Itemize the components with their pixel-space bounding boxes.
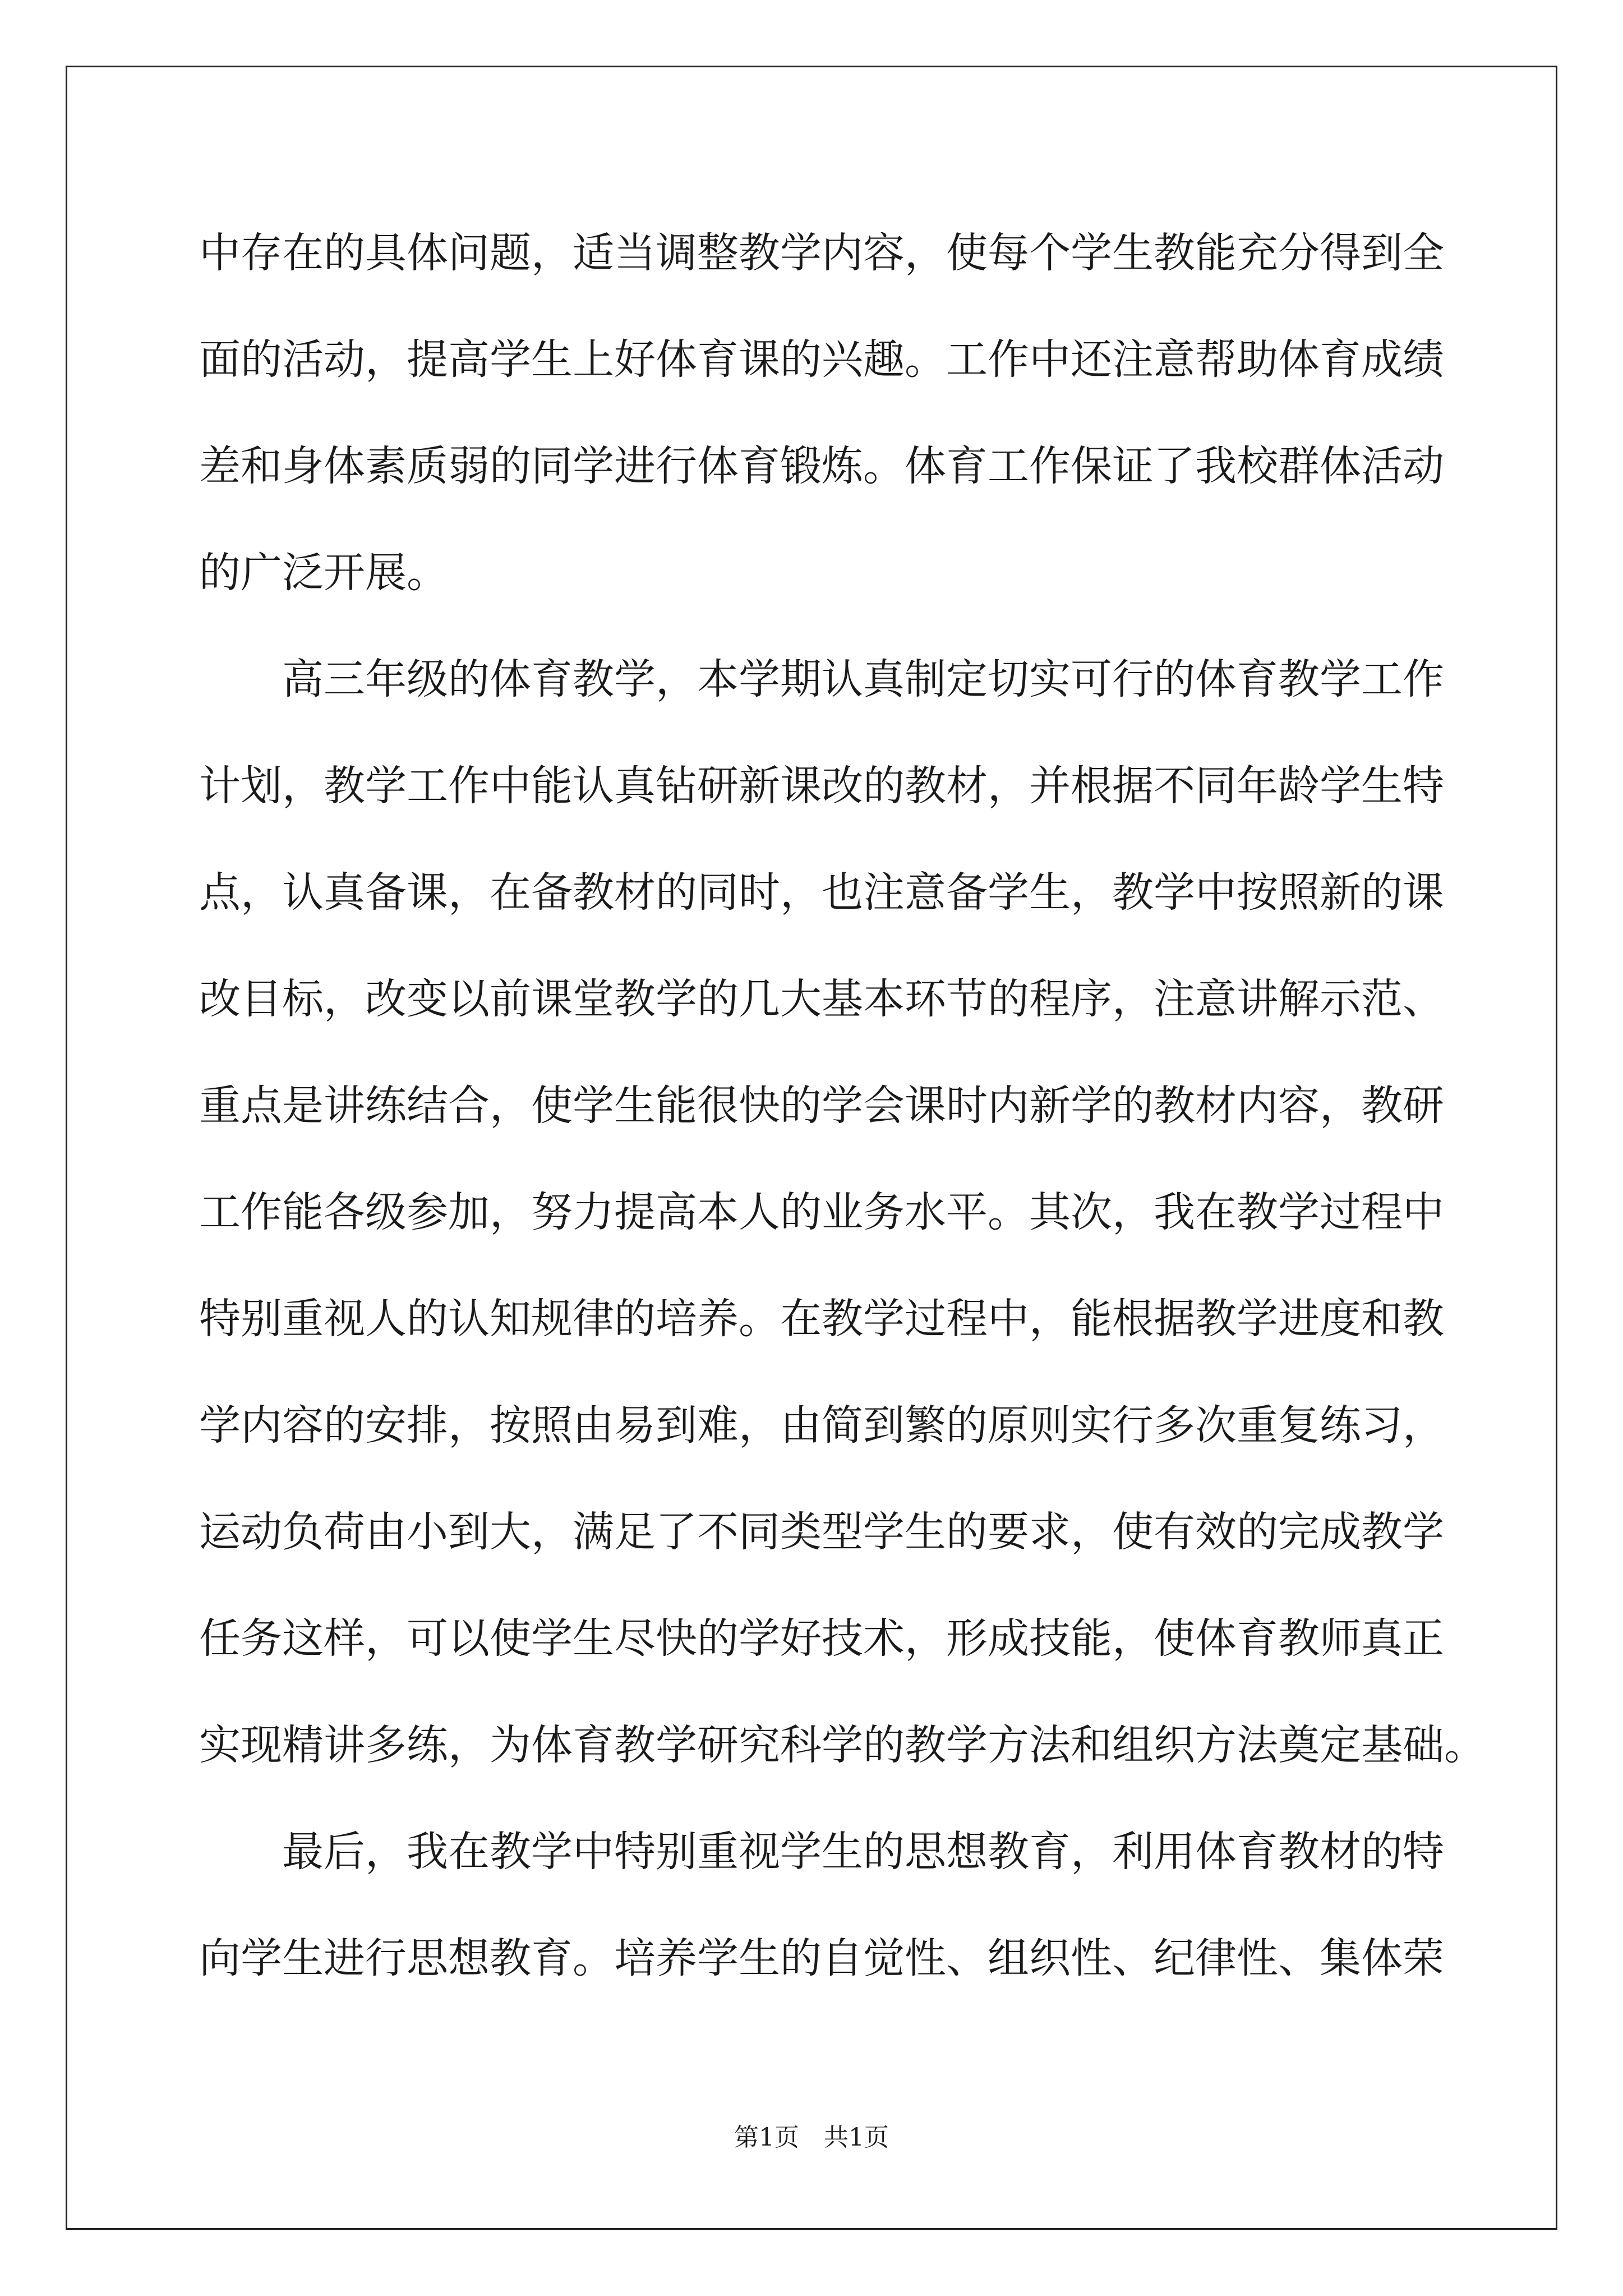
paragraph-line: 面的活动，提高学生上好体育课的兴趣。工作中还注意帮助体育成绩 xyxy=(199,335,1444,384)
paragraph-line: 重点是讲练结合，使学生能很快的学会课时内新学的教材内容，教研 xyxy=(199,1082,1444,1130)
paragraph-line: 中存在的具体问题，适当调整教学内容，使每个学生教能充分得到全 xyxy=(199,229,1444,277)
page-number-footer: 第1页 共1页 xyxy=(734,2123,889,2152)
paragraph-line: 任务这样，可以使学生尽快的学好技术，形成技能，使体育教师真正 xyxy=(199,1614,1444,1663)
document-body xyxy=(199,200,1486,2012)
paragraph-line: 改目标，改变以前课堂教学的几大基本环节的程序，注意讲解示范、 xyxy=(199,975,1444,1023)
paragraph-line: 高三年级的体育教学，本学期认真制定切实可行的体育教学工作 xyxy=(282,655,1444,703)
paragraph-line: 的广泛开展。 xyxy=(199,549,448,597)
paragraph-line: 向学生进行思想教育。培养学生的自觉性、组织性、纪律性、集体荣 xyxy=(199,1934,1444,1982)
paragraph-line: 特别重视人的认知规律的培养。在教学过程中，能根据教学进度和教 xyxy=(199,1295,1444,1343)
paragraph-line: 工作能各级参加，努力提高本人的业务水平。其次，我在教学过程中 xyxy=(199,1188,1444,1236)
paragraph-line: 学内容的安排，按照由易到难，由简到繁的原则实行多次重复练习， xyxy=(199,1401,1444,1450)
paragraph-line: 最后，我在教学中特别重视学生的思想教育，利用体育教材的特 xyxy=(282,1828,1444,1876)
paragraph-line: 计划，教学工作中能认真钻研新课改的教材，并根据不同年龄学生特 xyxy=(199,762,1444,810)
paragraph-line: 点，认真备课，在备教材的同时，也注意备学生，教学中按照新的课 xyxy=(199,868,1444,917)
paragraph-line: 实现精讲多练，为体育教学研究科学的教学方法和组织方法奠定基础。 xyxy=(199,1721,1486,1769)
paragraph-line: 差和身体素质弱的同学进行体育锻炼。体育工作保证了我校群体活动 xyxy=(199,442,1444,490)
paragraph-line: 运动负荷由小到大，满足了不同类型学生的要求，使有效的完成教学 xyxy=(199,1508,1444,1556)
